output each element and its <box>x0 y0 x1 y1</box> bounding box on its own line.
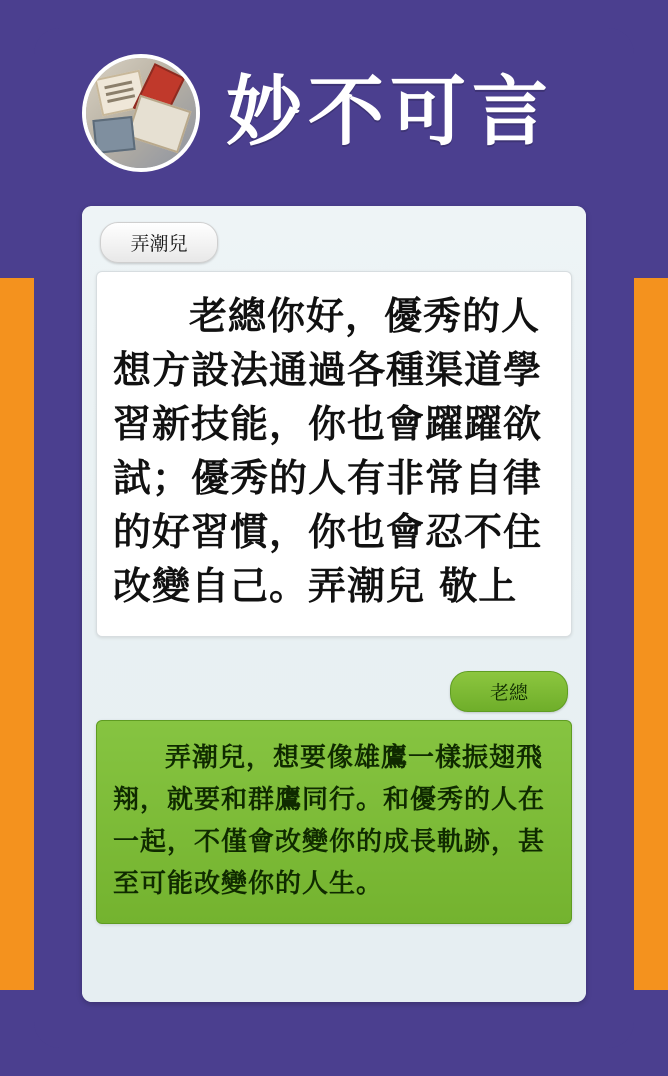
header <box>34 28 634 198</box>
conversation-card <box>82 206 586 1002</box>
message-text-user: 老總你好，優秀的人想方設法通過各種渠道學習新技能，你也會躍躍欲試；優秀的人有非常自律的好習慣，你也會忍不住改變自己。弄潮兒 敬上 <box>113 294 543 608</box>
conversation-body <box>82 206 586 1002</box>
stamps-collection-icon <box>82 54 200 172</box>
stamp-shape-4 <box>92 116 135 154</box>
page-title: 妙不可言 <box>226 70 554 155</box>
message-bubble-boss <box>96 720 572 924</box>
speaker-name-user: 弄潮兒 <box>100 222 218 263</box>
message-header-left <box>82 206 586 263</box>
bubble-spacer <box>82 637 586 671</box>
speaker-name-boss: 老總 <box>450 671 568 712</box>
message-bubble-user <box>96 271 572 637</box>
message-text-boss: 弄潮兒，想要像雄鷹一樣振翅飛翔，就要和群鷹同行。和優秀的人在一起，不僅會改變你的成長軌跡，甚至可能改變你的人生。 <box>113 742 546 900</box>
message-header-right <box>82 671 586 712</box>
